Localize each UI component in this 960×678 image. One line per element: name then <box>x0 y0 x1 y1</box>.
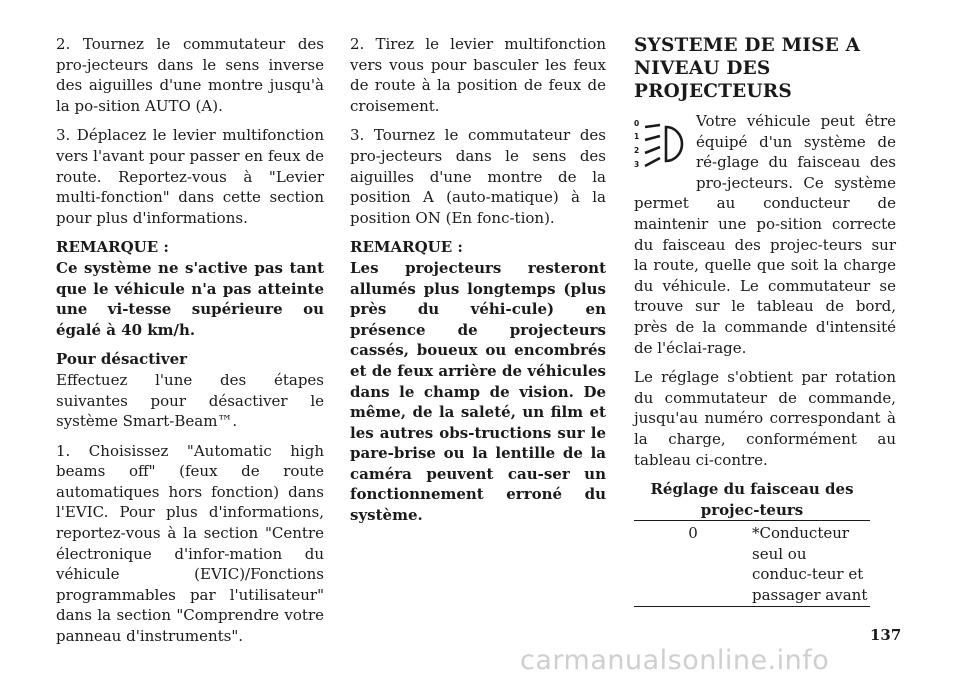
step-3-on: 3. Tournez le commutateur des pro-jecteurs dans le sens des aiguilles d'une montre de la position A (auto-matique) à la position ON (En fonc-tion). <box>350 126 606 227</box>
speed-note: Ce système ne s'active pas tant que le véhicule n'a pas atteinte une vi-tesse supérieure ou égalé à 40 km/h. <box>56 258 324 339</box>
watermark: carmanualsonline.info <box>520 645 830 676</box>
setting-value: 0 <box>634 521 752 606</box>
headlamp-note: Les projecteurs resteront allumés plus longtemps (plus près du véhi-cule) en présence de projecteurs cassés, boueux ou encombrés et de feux arrière de véhicules dans le champ de vision. De même, de la saleté, un film et les autres obs-tructions sur le pare-brise ou la lentille de la caméra peuvent cau-ser un fonctionnement erroné du système. <box>350 258 606 525</box>
step-2-low-beams: 2. Tirez le levier multifonction vers vous pour basculer les feux de route à la position de feux de croisement. <box>350 35 606 115</box>
deactivate-subheading: Pour désactiver <box>56 350 188 369</box>
leveling-instructions: Le réglage s'obtient par rotation du commutateur de commande, jusqu'au numéro correspondant à la charge, conformément au tableau ci-contre. <box>634 368 896 469</box>
table-header: Réglage du faisceau des projec-teurs <box>634 479 870 521</box>
step-3-high-beams: 3. Déplacez le levier multifonction vers l'avant pour passer en feux de route. Reportez-vous à "Levier multi-fonction" dans cette section pour plus d'informations. <box>56 126 324 227</box>
leveling-intro-text: Votre véhicule peut être équipé d'un système de ré-glage du faisceau des pro-jecteurs. Ce système permet au conducteur de maintenir une po-sition correcte du faisceau des projec-teurs sur la route, quelle que soit la charge du véhicule. Le commutateur se trouve sur le tableau de bord, près de la commande d'intensité de l'éclai-rage. <box>634 112 896 357</box>
setting-description: *Conducteur seul ou conduc-teur et passager avant <box>752 521 870 606</box>
level-label-2: 2 <box>634 146 640 155</box>
step-2-auto: 2. Tournez le commutateur des pro-jecteurs dans le sens inverse des aiguilles d'une montre jusqu'à la po-sition AUTO (A). <box>56 35 324 115</box>
level-label-0: 0 <box>634 119 640 128</box>
page-number: 137 <box>870 626 902 644</box>
level-label-1: 1 <box>634 132 640 141</box>
leveling-table <box>634 479 870 607</box>
remarque-label: REMARQUE : <box>56 238 169 257</box>
deactivate-step-1: 1. Choisissez "Automatic high beams off" (feux de route automatiques hors fonction) dans l'EVIC. Pour plus d'informations, reportez-vous à la section "Centre électronique d'infor-mation du véhicule (EVIC)/Fonctions programmables par l'utilisateur" dans la section "Comprendre votre panneau d'instruments". <box>56 441 324 646</box>
section-heading: SYSTEME DE MISE A NIVEAU DES PROJECTEURS <box>634 35 861 102</box>
table-row <box>634 521 870 606</box>
column-left <box>56 34 324 656</box>
remarque-label: REMARQUE : <box>350 238 463 257</box>
column-right <box>634 34 896 607</box>
deactivate-intro: Effectuez l'une des étapes suivantes pour désactiver le système Smart-Beam™. <box>56 370 324 431</box>
level-label-3: 3 <box>634 160 640 169</box>
headlamp-leveling-icon <box>634 113 690 177</box>
leveling-intro <box>634 111 896 358</box>
column-middle <box>350 34 606 535</box>
